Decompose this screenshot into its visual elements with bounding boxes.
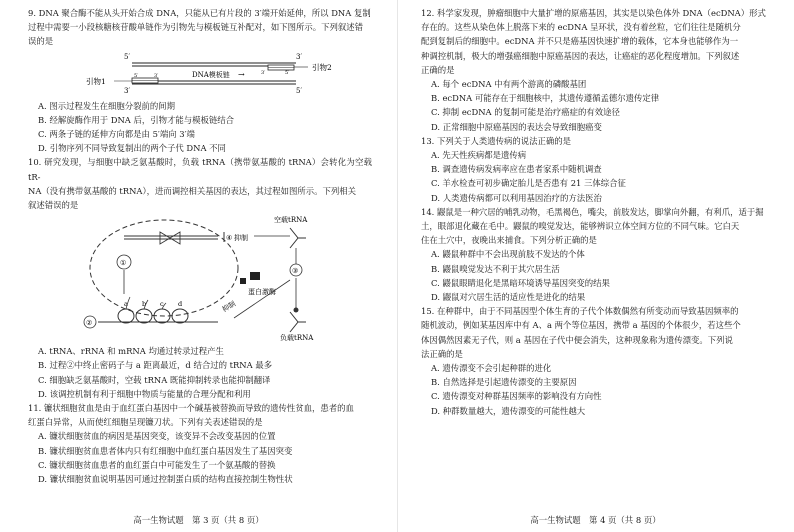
step-2-label: ② xyxy=(86,319,93,328)
option: A. 镰状细胞贫血的病因是基因突变，该变异不会改变基因的位置 xyxy=(38,431,276,442)
ribosome-a xyxy=(118,309,134,323)
option: A. 先天性疾病都是遗传病 xyxy=(431,150,527,161)
trna-regulation-diagram xyxy=(28,212,372,342)
trna-regulation-figure xyxy=(28,212,372,342)
stem-line: 配到复制后的细胞中。ecDNA 并不只是癌基因快速扩增的载体，它本身也能够作为一 xyxy=(421,36,739,47)
page-4-column xyxy=(421,6,767,418)
rna-polymerase-shape xyxy=(160,232,180,244)
option: D. 镰状细胞贫血说明基因可通过控制蛋白质的结构直接控制生物性状 xyxy=(38,474,293,485)
question-14-stem xyxy=(421,205,767,248)
stem-line: 红蛋白异常，从而使红细胞呈现镰刀状。下列有关表述错误的是 xyxy=(28,417,263,428)
option: B. 镰状细胞贫血患者体内只有红细胞中血红蛋白基因发生了基因突变 xyxy=(38,445,293,456)
primer-end-label: 5′ xyxy=(285,69,290,76)
empty-trna-label: 空载tRNA xyxy=(274,216,308,225)
ribosome-b-label: b xyxy=(142,300,147,309)
question-11 xyxy=(28,401,372,486)
option: A. tRNA、rRNA 和 mRNA 均通过转录过程产生 xyxy=(38,346,224,357)
dna-replication-figure xyxy=(28,49,372,97)
option: B. 自然选择是引起遗传漂变的主要原因 xyxy=(431,377,577,388)
stem-line: 9. DNA 聚合酶不能从头开始合成 DNA，只能从已有片段的 3′端开始延伸，所以 DNA 复制 xyxy=(28,8,371,18)
option: C. 羊水检查可初步确定胎儿是否患有 21 三体综合征 xyxy=(431,178,626,189)
option: B. 经解旋酶作用于 DNA 后，引物才能与模板链结合 xyxy=(38,114,235,125)
question-9-stem xyxy=(28,6,372,49)
stem-line: NA（没有携带氨基酸的 tRNA），进而调控相关基因的表达，其过程如图所示。下列相关 xyxy=(28,185,357,196)
stem-line: 住在土穴中，夜晚出来捕食。下列分析正确的是 xyxy=(421,235,597,246)
question-10 xyxy=(28,155,372,401)
stem-line: 体因偶然因素无子代，则 a 基因在子代中便会消失，这种现象称为遗传漂变。下列说 xyxy=(421,334,733,345)
stem-line: 随机波动，例如某基因库中有 A、a 两个等位基因，携带 a 基因的个体很少，若这些个 xyxy=(421,320,741,331)
protein-kinase-shape-2 xyxy=(240,278,246,284)
stem-line: 12. 科学家发现，肿瘤细胞中大量扩增的原癌基因，其实是以染色体外 DNA（ecDNA）形式 xyxy=(421,8,766,18)
option: D. 引物序列不同导致复制出的两个子代 DNA 不同 xyxy=(38,143,226,154)
stem-line: 13. 下列关于人类遗传病的说法正确的是 xyxy=(421,135,571,146)
question-15-stem xyxy=(421,304,767,361)
step-3-label: ③ xyxy=(292,267,299,276)
option: A. 遗传漂变不会引起种群的进化 xyxy=(431,363,552,374)
stem-line: 过程中需要一小段核糖核苷酸单链作为引物先与模板链互补配对，如下图所示。下列叙述错 xyxy=(28,22,363,33)
inhibit-line-2 xyxy=(234,280,290,318)
question-12-stem xyxy=(421,6,767,77)
option: D. 该调控机制有利于细胞中物质与能量的合理分配和利用 xyxy=(38,388,251,399)
strand-end-label: 5′ xyxy=(296,86,303,95)
loaded-trna-shape xyxy=(290,312,306,332)
question-15 xyxy=(421,304,767,418)
strand-end-label: 3′ xyxy=(296,52,303,61)
option: B. 过程②中终止密码子与 a 距离最近，d 结合过的 tRNA 最多 xyxy=(38,360,273,371)
option: D. 人类遗传病都可以利用基因治疗的方法医治 xyxy=(431,192,602,203)
stem-line: 存在的。这些从染色体上脱落下来的 ecDNA 呈环状，没有着丝粒，它们往往是随机分 xyxy=(421,22,741,33)
primer-1-label: 引物1 xyxy=(86,76,106,86)
primer-2-label: 引物2 xyxy=(312,62,332,72)
amino-acid-dot xyxy=(294,308,299,313)
option: D. 正常细胞中原癌基因的表达会导致细胞癌变 xyxy=(431,121,602,132)
protein-kinase-shape xyxy=(250,272,260,280)
question-14 xyxy=(421,205,767,304)
ribosome-d xyxy=(172,309,188,323)
option: B. ecDNA 可能存在于细胞核中，其遗传遵循孟德尔遗传定律 xyxy=(431,93,660,104)
ribosome-a-label: a xyxy=(124,300,128,309)
page-footer: 高一生物试题 第 3 页（共 8 页） xyxy=(133,515,264,525)
inhibit-label: 抑制 xyxy=(234,234,248,243)
stem-line: 正确的是 xyxy=(421,64,455,75)
ribosome-d-label: d xyxy=(178,300,183,309)
template-label: DNA模板链 xyxy=(192,70,230,79)
question-12 xyxy=(421,6,767,134)
option: D. 鼹鼠对穴居生活的适应性是进化的结果 xyxy=(431,292,586,303)
option: A. 图示过程发生在细胞分裂前的间期 xyxy=(38,100,175,111)
loaded-trna-label: 负载tRNA xyxy=(280,334,314,343)
option: C. 鼹鼠眼睛退化是黑暗环境诱导基因突变的结果 xyxy=(431,277,610,288)
stem-line: 法正确的是 xyxy=(421,348,463,359)
dna-replication-diagram xyxy=(28,49,372,97)
step-4-label: ④ xyxy=(226,234,233,243)
stem-line: 15. 在种群中，由于不同基因型个体生育的子代个体数偶然有所变动而导致基因频率的 xyxy=(421,306,739,317)
stem-line: 叙述错误的是 xyxy=(28,200,79,211)
page-3-column xyxy=(28,6,372,486)
question-13 xyxy=(421,134,767,205)
option: A. 鼹鼠种群中不会出现前肢不发达的个体 xyxy=(431,249,585,260)
option: C. 细胞缺乏氨基酸时，空载 tRNA 既能抑制转录也能抑制翻译 xyxy=(38,374,271,385)
option: D. 种群数量越大，遗传漂变的可能性越大 xyxy=(431,405,586,416)
option: C. 遗传漂变对种群基因频率的影响没有方向性 xyxy=(431,391,602,402)
question-9 xyxy=(28,6,372,155)
option: C. 镰状细胞贫血患者的血红蛋白中可能发生了一个氨基酸的替换 xyxy=(38,459,276,470)
strand-end-label: 3′ xyxy=(124,86,131,95)
option: C. 抑制 ecDNA 的复制可能是治疗癌症的有效途径 xyxy=(431,107,620,118)
primer-end-label: 3′ xyxy=(154,72,159,79)
empty-trna-shape xyxy=(290,228,306,248)
stem-line: 10. 研究发现，与细胞中缺乏氨基酸时，负载 tRNA（携带氨基酸的 tRNA）会转化为空载 tR- xyxy=(28,157,372,182)
option: A. 每个 ecDNA 中有两个游离的磷酸基团 xyxy=(431,79,587,90)
option: B. 鼹鼠嗅觉发达不利于其穴居生活 xyxy=(431,263,560,274)
option: C. 两条子链的延伸方向都是由 5′端向 3′端 xyxy=(38,129,195,140)
stem-line: 误的是 xyxy=(28,36,54,47)
question-13-stem xyxy=(421,134,767,148)
arrow-glyph: → xyxy=(238,69,245,79)
option: B. 调查遗传病发病率应在患者家系中随机调查 xyxy=(431,164,602,175)
page-4 xyxy=(397,0,794,532)
question-11-stem xyxy=(28,401,372,429)
inhibit-label-2: 抑制 xyxy=(221,300,238,314)
stem-line: 11. 镰状细胞贫血是由于血红蛋白基因中一个碱基被替换而导致的遗传性贫血，患者的血 xyxy=(28,403,354,414)
stem-line: 种调控机制，极大的增强癌细胞中原癌基因的表达，让癌症的恶化程度增加。下列叙述 xyxy=(421,50,740,61)
page-footer: 高一生物试题 第 4 页（共 8 页） xyxy=(530,515,661,525)
primer-end-label: 3′ xyxy=(261,69,266,76)
protein-kinase-label: 蛋白激酶 xyxy=(248,288,276,297)
strand-end-label: 5′ xyxy=(124,52,131,61)
stem-line: 土，眼部退化藏在毛中。鼹鼠的嗅觉发达，能够辨识立体空间方位的不同气味。它白天 xyxy=(421,221,740,232)
ribosome-c-label: c xyxy=(160,300,164,309)
primer-end-label: 5′ xyxy=(134,72,139,79)
ribosome-b xyxy=(136,309,152,323)
question-10-stem xyxy=(28,155,372,212)
stem-line: 14. 鼹鼠是一种穴居的哺乳动物，毛黑褐色，嘴尖，前肢发达，脚掌向外翻，有利爪，适于掘 xyxy=(421,206,764,217)
step-1-label: ① xyxy=(120,259,127,268)
